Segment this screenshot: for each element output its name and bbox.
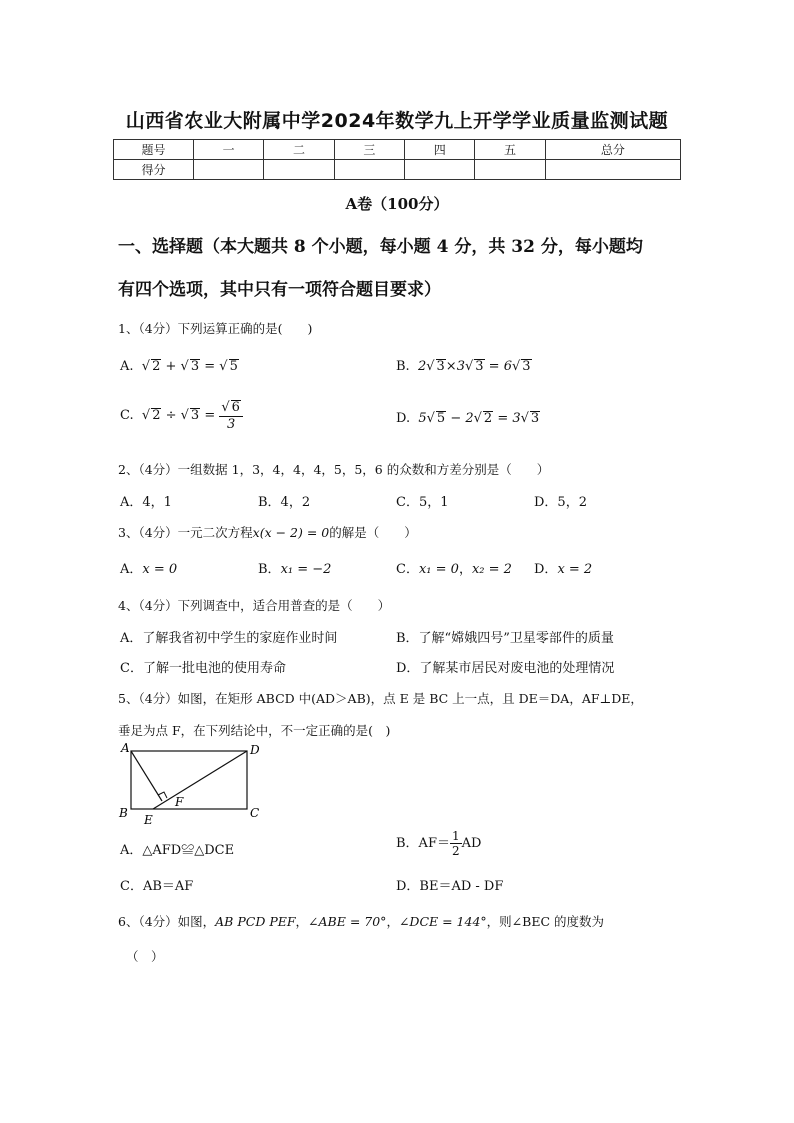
q3-option-b xyxy=(258,558,331,577)
q1-option-c: C. √ 2 ÷ √ 3 = $\frac{√ 6}{3}$ xyxy=(120,400,243,431)
label-c: C xyxy=(250,806,260,820)
q6-angle-dce: ∠DCE = 144° xyxy=(398,914,487,929)
score-input-cell[interactable] xyxy=(405,160,475,180)
q6-stem-pre: 6、（4分）如图， xyxy=(118,914,216,929)
q6-stem xyxy=(118,912,604,930)
q6-sep2: ， xyxy=(386,914,399,929)
score-input-cell[interactable] xyxy=(545,160,680,180)
q6-angle-abe: ∠ABE = 70° xyxy=(308,914,387,929)
volume-a-heading: A卷（100分） xyxy=(345,195,449,213)
score-header-cell: 一 xyxy=(194,140,264,160)
q2-option-d: D．5，2 xyxy=(534,495,587,510)
q3-stem-pre: 3、（4分）一元二次方程 xyxy=(118,525,253,540)
q3-c-value2: x₂ = 2 xyxy=(471,562,512,577)
score-table-header-row xyxy=(114,140,681,160)
q4-option-c: C．了解一批电池的使用寿命 xyxy=(120,661,286,676)
q1-b-label: B. xyxy=(396,359,410,374)
segment-de xyxy=(153,751,247,809)
q3-equation: x(x − 2) = 0 xyxy=(252,525,330,540)
section1-line2: 有四个选项，其中只有一项符合题目要求） xyxy=(118,280,441,300)
q2-option-c: C．5，1 xyxy=(396,495,449,510)
q1-stem: 1、（4分）下列运算正确的是( ) xyxy=(118,321,313,336)
q3-d-label: D． xyxy=(534,562,558,577)
q4-option-a: A．了解我省初中学生的家庭作业时间 xyxy=(120,631,338,646)
q3-c-separator: ， xyxy=(458,562,472,577)
q6-stem-line2: （ ） xyxy=(126,949,164,964)
score-input-cell[interactable] xyxy=(475,160,545,180)
label-d: D xyxy=(250,743,260,757)
score-header-cell: 题号 xyxy=(114,140,194,160)
score-table xyxy=(113,139,681,180)
score-header-cell: 三 xyxy=(334,140,404,160)
score-input-cell[interactable] xyxy=(194,160,264,180)
q3-option-d xyxy=(534,558,592,577)
score-table-score-row xyxy=(114,160,681,180)
q5-b-post: AD xyxy=(461,836,482,851)
q1-option-a: A. √ 2 + √ 3 = √ 5 xyxy=(120,359,238,374)
q2-stem: 2、（4分）一组数据 1，3，4，4，4，5，5，6 的众数和方差分别是（ ） xyxy=(118,462,550,477)
q3-c-value1: x₁ = 0 xyxy=(418,562,459,577)
q3-d-value: x = 2 xyxy=(557,562,593,577)
q3-c-label: C． xyxy=(396,562,419,577)
q3-option-a xyxy=(120,558,177,577)
q1-d-label: D. xyxy=(396,411,411,426)
q1-c-label: C. xyxy=(120,408,134,424)
q5-b-numerator: 1 xyxy=(451,829,460,843)
score-input-cell[interactable] xyxy=(264,160,334,180)
q5-stem-line1: 5、（4分）如图，在矩形 ABCD 中(AD＞AB)，点 E 是 BC 上一点，且 DE＝DA，AF⊥DE， xyxy=(118,691,643,706)
q3-a-value: x = 0 xyxy=(142,562,178,577)
q3-stem xyxy=(118,523,417,541)
q5-option-d: D．BE＝AD - DF xyxy=(396,879,504,894)
q2-option-a: A．4，1 xyxy=(120,495,172,510)
label-f: F xyxy=(175,795,184,809)
score-header-cell: 二 xyxy=(264,140,334,160)
segment-af xyxy=(131,751,162,801)
q2-option-b: B．4，2 xyxy=(258,495,311,510)
q5-b-pre: B．AF＝ xyxy=(396,836,450,851)
q3-b-value: x₁ = −2 xyxy=(280,562,332,577)
q1-a-label: A. xyxy=(120,359,134,374)
label-a: A xyxy=(121,741,130,755)
page-title: 山西省农业大附属中学2024年数学九上开学学业质量监测试题 xyxy=(125,110,669,132)
score-row-label: 得分 xyxy=(114,160,194,180)
q3-option-c xyxy=(396,558,512,577)
score-header-cell: 总分 xyxy=(545,140,680,160)
q4-stem: 4、（4分）下列调查中，适合用普查的是（ ） xyxy=(118,598,391,613)
score-input-cell[interactable] xyxy=(334,160,404,180)
q1-option-b: B. 2√ 3×3√ 3 = 6√ 3 xyxy=(396,359,531,374)
q5-stem-line2: 垂足为点 F，在下列结论中，不一定正确的是( ) xyxy=(118,723,391,738)
q1-option-d: D. 5√ 5 − 2√ 2 = 3√ 3 xyxy=(396,411,540,426)
q6-sep1: ， xyxy=(295,914,309,929)
q5-option-b xyxy=(396,830,481,857)
q6-parallel-lines: AB PCD PEF xyxy=(215,914,296,929)
score-header-cell: 五 xyxy=(475,140,545,160)
q5-b-denominator: 2 xyxy=(451,844,460,858)
q4-option-d: D．了解某市居民对废电池的处理情况 xyxy=(396,661,615,676)
q5-option-a: A．△AFD≌△DCE xyxy=(120,843,235,858)
q5-option-c: C．AB＝AF xyxy=(120,879,194,894)
q3-a-label: A． xyxy=(120,562,143,577)
q6-stem-post: ，则∠BEC 的度数为 xyxy=(486,914,604,929)
section1-line1: 一、选择题（本大题共 8 个小题，每小题 4 分，共 32 分，每小题均 xyxy=(118,237,643,257)
q3-stem-post: 的解是（ ） xyxy=(329,525,417,540)
q5-rectangle-figure xyxy=(115,740,275,830)
score-header-cell: 四 xyxy=(405,140,475,160)
label-e: E xyxy=(144,813,153,827)
q4-option-b: B．了解“嫦娥四号”卫星零部件的质量 xyxy=(396,631,614,646)
label-b: B xyxy=(119,806,128,820)
q3-b-label: B． xyxy=(258,562,281,577)
